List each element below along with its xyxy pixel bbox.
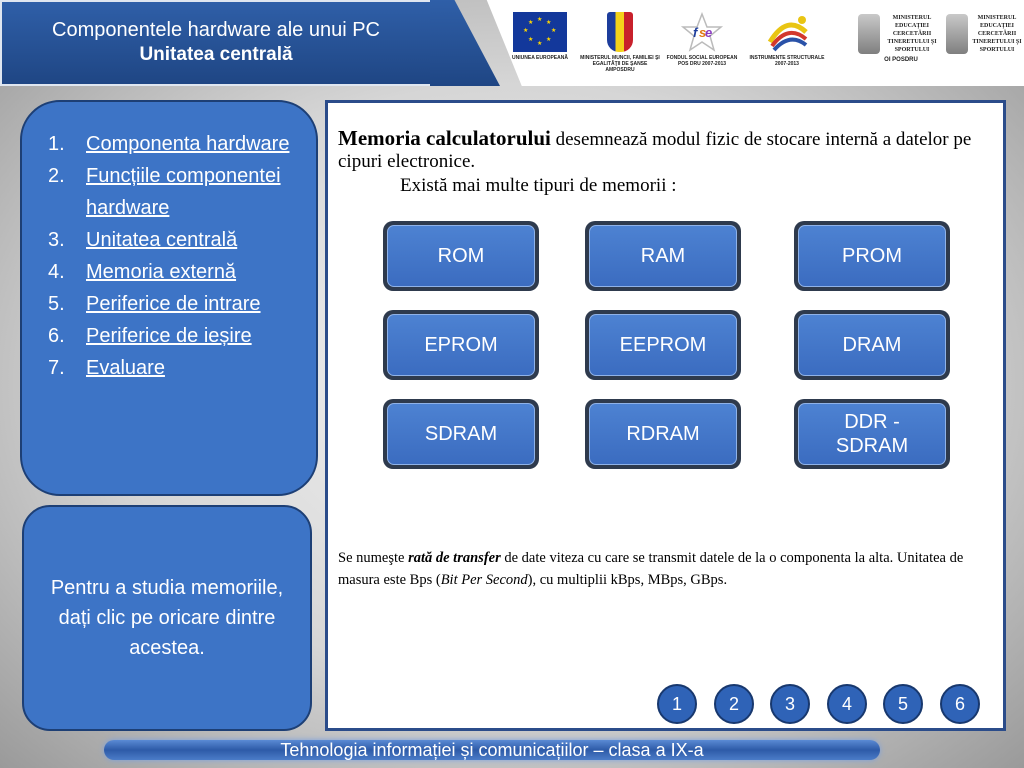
main-content-panel bbox=[325, 100, 1006, 731]
slide-subtitle: Unitatea centrală bbox=[139, 44, 293, 65]
page-button-3[interactable]: 3 bbox=[770, 684, 810, 724]
memory-button-eeprom[interactable] bbox=[585, 310, 741, 380]
nav-item-number: 7. bbox=[48, 357, 65, 379]
nav-item bbox=[22, 320, 296, 352]
nav-link-periferice-intrare[interactable]: Periferice de intrare bbox=[86, 293, 261, 315]
button-label: RAM bbox=[589, 225, 737, 287]
intro-term: Memoria calculatorului bbox=[338, 126, 551, 150]
page-button-2[interactable]: 2 bbox=[714, 684, 754, 724]
page-button-1[interactable]: 1 bbox=[657, 684, 697, 724]
nav-item bbox=[22, 352, 296, 384]
button-label: SDRAM bbox=[387, 403, 535, 465]
romania-crest-icon bbox=[607, 12, 633, 52]
page-button-6[interactable]: 6 bbox=[940, 684, 980, 724]
footer-text: Tehnologia informației și comunicațiilor – clasa a IX-a bbox=[280, 740, 704, 760]
button-label: ROM bbox=[387, 225, 535, 287]
header-wave-decoration bbox=[430, 0, 500, 86]
logo-subcaption: OI POSDRU bbox=[884, 57, 918, 63]
nav-link-functiile-componentei[interactable]: Funcțiile componentei hardware bbox=[86, 165, 281, 219]
nav-item bbox=[22, 160, 296, 224]
button-label: DRAM bbox=[798, 314, 946, 376]
nav-link-unitatea-centrala[interactable]: Unitatea centrală bbox=[86, 229, 238, 251]
nav-link-componenta-hardware[interactable]: Componenta hardware bbox=[86, 133, 290, 155]
nav-item-number: 1. bbox=[48, 133, 65, 155]
fse-logo bbox=[664, 12, 740, 67]
logo-caption: MINISTERUL EDUCAŢIEI CERCETĂRII TINERETULUI ŞI SPORTULUI bbox=[972, 15, 1022, 53]
svg-text:e: e bbox=[705, 25, 713, 40]
ministry-education-logo-1 bbox=[858, 14, 944, 63]
transfer-unit: Bit Per Second bbox=[440, 572, 528, 588]
transfer-text: de date viteza cu care se transmit datele de la o componenta la alta. Unitatea de masura este Bps ( bbox=[338, 550, 964, 588]
logo-caption: MINISTERUL EDUCAŢIEI CERCETĂRII TINERETULUI ŞI SPORTULUI bbox=[887, 15, 937, 53]
navigation-panel bbox=[20, 100, 318, 496]
crest-icon bbox=[858, 14, 880, 54]
structural-instruments-logo bbox=[746, 12, 828, 67]
memory-button-eprom[interactable] bbox=[383, 310, 539, 380]
transfer-text: Se numeşte bbox=[338, 550, 409, 566]
memory-button-ddr-sdram[interactable] bbox=[794, 399, 950, 469]
nav-item-number: 3. bbox=[48, 229, 65, 251]
nav-item-number: 4. bbox=[48, 261, 65, 283]
svg-text:f: f bbox=[693, 25, 698, 40]
nav-item-number: 5. bbox=[48, 293, 65, 315]
navigation-list bbox=[22, 102, 316, 384]
page-button-4[interactable]: 4 bbox=[827, 684, 867, 724]
crest-icon bbox=[946, 14, 968, 54]
transfer-rate-paragraph bbox=[338, 547, 1003, 591]
svg-text:s: s bbox=[699, 25, 707, 40]
slide-title: Componentele hardware ale unui PC bbox=[52, 19, 380, 41]
nav-link-evaluare[interactable]: Evaluare bbox=[86, 357, 165, 379]
footer-banner bbox=[104, 740, 880, 760]
ministry-education-logo-2 bbox=[946, 14, 1024, 54]
button-label: PROM bbox=[798, 225, 946, 287]
nav-link-periferice-iesire[interactable]: Periferice de ieșire bbox=[86, 325, 252, 347]
memory-button-prom[interactable] bbox=[794, 221, 950, 291]
transfer-term: rată de transfer bbox=[408, 550, 501, 566]
button-label: EEPROM bbox=[589, 314, 737, 376]
logo-caption: MINISTERUL MUNCII, FAMILIEI ŞI EGALITĂŢII DE ŞANSE AMPOSDRU bbox=[580, 55, 660, 73]
button-label: EPROM bbox=[387, 314, 535, 376]
memory-button-ram[interactable] bbox=[585, 221, 741, 291]
logo-caption: INSTRUMENTE STRUCTURALE 2007-2013 bbox=[749, 55, 825, 67]
nav-item bbox=[22, 288, 296, 320]
button-label: DDR - SDRAM bbox=[798, 403, 946, 465]
logo-caption: UNIUNEA EUROPEANĂ bbox=[512, 55, 568, 61]
nav-link-memoria-externa[interactable]: Memoria externă bbox=[86, 261, 237, 283]
eu-flag-icon: ★ ★ ★ ★ ★ ★ ★ ★ bbox=[513, 12, 567, 52]
hint-text: Pentru a studia memoriile, dați clic pe oricare dintre acestea. bbox=[50, 577, 284, 659]
memory-types-heading: Există mai multe tipuri de memorii : bbox=[400, 175, 677, 196]
ministry-labour-logo bbox=[578, 12, 662, 73]
nav-item-number: 6. bbox=[48, 325, 65, 347]
button-label: RDRAM bbox=[589, 403, 737, 465]
eu-flag-logo bbox=[508, 12, 572, 61]
page-button-5[interactable]: 5 bbox=[883, 684, 923, 724]
hint-panel bbox=[22, 505, 312, 731]
fse-icon bbox=[680, 12, 724, 52]
memory-button-dram[interactable] bbox=[794, 310, 950, 380]
memory-button-rdram[interactable] bbox=[585, 399, 741, 469]
nav-item bbox=[22, 256, 296, 288]
nav-item bbox=[22, 224, 296, 256]
intro-paragraph bbox=[338, 127, 998, 173]
intro-definition: desemnează modul fizic de stocare internă a datelor pe cipuri electronice. bbox=[338, 129, 972, 172]
structural-instruments-icon bbox=[762, 12, 812, 52]
nav-item-number: 2. bbox=[48, 165, 65, 187]
memory-button-sdram[interactable] bbox=[383, 399, 539, 469]
memory-button-rom[interactable] bbox=[383, 221, 539, 291]
slide-title-box bbox=[0, 0, 432, 86]
transfer-text: ), cu multiplii kBps, MBps, GBps. bbox=[527, 572, 728, 588]
nav-item bbox=[22, 128, 296, 160]
logo-caption: FONDUL SOCIAL EUROPEAN POS DRU 2007-2013 bbox=[666, 55, 738, 67]
